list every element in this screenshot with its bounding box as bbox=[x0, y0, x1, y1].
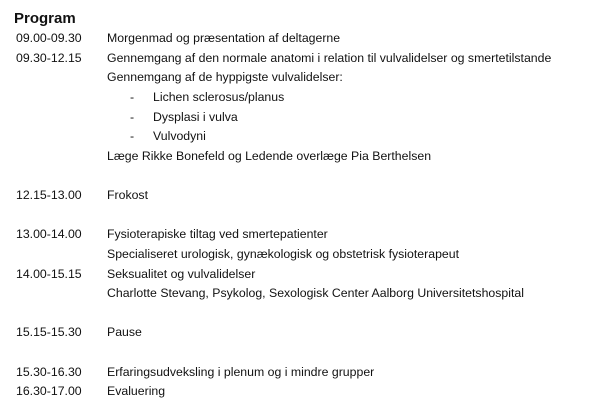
bullet-text: Dysplasi i vulva bbox=[153, 110, 238, 124]
dash-marker: - bbox=[130, 129, 135, 143]
bullet-text: Vulvodyni bbox=[153, 129, 206, 143]
session-text: Gennemgang af de hyppigste vulvalidelser: bbox=[107, 70, 343, 84]
dash-marker: - bbox=[130, 90, 135, 104]
dash-marker: - bbox=[130, 110, 135, 124]
session-text: Fysioterapiske tiltag ved smertepatienter bbox=[107, 227, 328, 241]
session-text: Erfaringsudveksling i plenum og i mindre grupper bbox=[107, 365, 375, 379]
session-text: Læge Rikke Bonefeld og Ledende overlæge Pia Berthelsen bbox=[107, 149, 432, 163]
session-text: Morgenmad og præsentation af deltagerne bbox=[107, 31, 341, 45]
time-slot: 14.00-15.15 bbox=[16, 267, 82, 281]
time-slot: 16.30-17.00 bbox=[16, 384, 82, 398]
session-text: Gennemgang af den normale anatomi i relation til vulvalidelser og smertetilstande bbox=[107, 51, 552, 65]
time-slot: 09.00-09.30 bbox=[16, 31, 82, 45]
bullet-text: Lichen sclerosus/planus bbox=[153, 90, 285, 104]
session-text: Seksualitet og vulvalidelser bbox=[107, 267, 256, 281]
program-title: Program bbox=[14, 10, 76, 27]
session-text: Pause bbox=[107, 325, 142, 339]
session-text: Evaluering bbox=[107, 384, 166, 398]
time-slot: 13.00-14.00 bbox=[16, 227, 82, 241]
time-slot: 09.30-12.15 bbox=[16, 51, 82, 65]
time-slot: 12.15-13.00 bbox=[16, 188, 82, 202]
session-text: Charlotte Stevang, Psykolog, Sexologisk Center Aalborg Universitetshospital bbox=[107, 286, 524, 300]
time-slot: 15.30-16.30 bbox=[16, 365, 82, 379]
time-slot: 15.15-15.30 bbox=[16, 325, 82, 339]
session-text: Specialiseret urologisk, gynækologisk og obstetrisk fysioterapeut bbox=[107, 247, 460, 261]
session-text: Frokost bbox=[107, 188, 148, 202]
